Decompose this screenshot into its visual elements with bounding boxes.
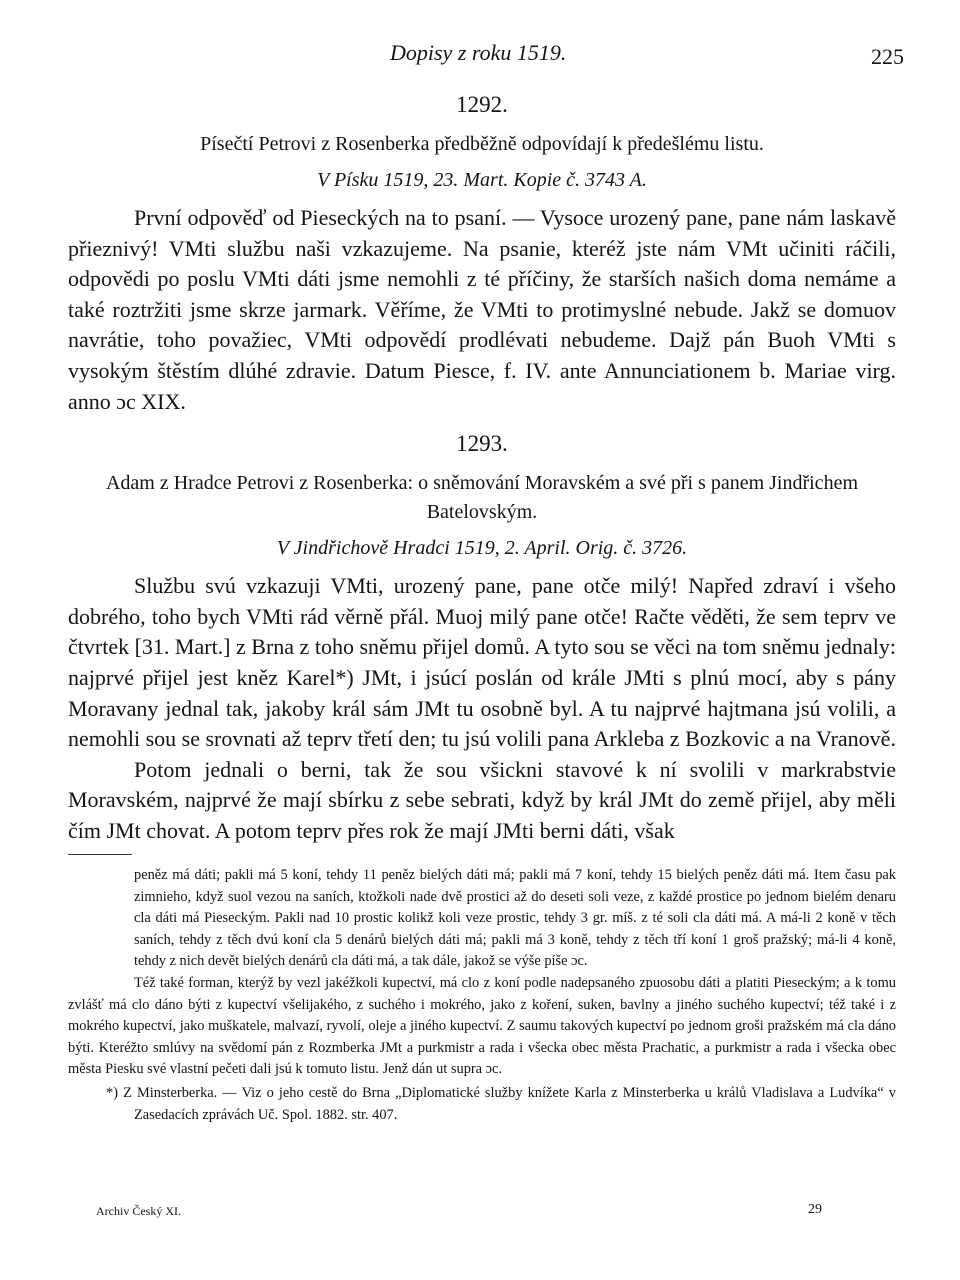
- letter-body: [68, 571, 896, 846]
- notes-divider: [68, 854, 132, 855]
- main-text: [68, 92, 896, 847]
- letter-summary: Adam z Hradce Petrovi z Rosenberka: o sněmování Moravském a své při s panem Jindřichem Batelovským.: [105, 472, 858, 524]
- letter-paragraph: První odpověď od Pieseckých na to psaní. — Vysoce urozený pane, pane nám laskavě přieznivý! VMti službu naši vzkazujeme. Na psanie, kteréž jste nám VMt učiniti ráčili, odpovědi po poslu VMti dáti jsme nemohli z té příčiny, že starších našich doma nemáme a také roztržiti jsme skrze jarmark. Věříme, že VMti to protimyslné nebude. Jakž se domuov navrátie, toho považiec, VMti odpovědí prodlévati nebudeme. Dajž pán Buoh VMti s vysokým štěstím dlúhé zdravie. Datum Piesce, f. IV. ante Annunciationem b. Mariae virg. anno ɔc XIX.: [68, 205, 896, 414]
- page-number: 225: [871, 44, 904, 69]
- notes-section: [68, 854, 896, 1126]
- letter-source: V Jindřichově Hradci 1519, 2. April. Orig. č. 3726.: [276, 537, 688, 560]
- letter-number: 1293.: [456, 431, 508, 457]
- letter-summary: Písečtí Petrovi z Rosenberka předběžně odpovídají k předešlému listu.: [200, 133, 764, 155]
- running-title: Dopisy z roku 1519.: [390, 40, 567, 65]
- sheet-signature: Archiv Český XI.: [96, 1204, 181, 1218]
- letter-source: V Písku 1519, 23. Mart. Kopie č. 3743 A.: [317, 169, 647, 191]
- note-continuation: peněz má dáti; pakli má 5 koní, tehdy 11 peněz bielých dáti má; pakli má 7 koní, tehdy 15 bielých peněz dáti má. Item času pak zimnieho, když suol vezou na saních, ktožkoli nade dvě prostici až do deseti soli veze, z každé prostice po jednom bielém denaru cla dáti má Pieseckým. Pakli nad 10 prostic kolikž koli veze prostic, tehdy 3 gr. míš. z té soli cla dáti má. A má-li 2 koně v těch saních, tehdy z těch dvú koní cla 5 denárů bielých dáti má; pakli má 3 koně, tehdy z těch tří koní 1 groš pražský; má-li 4 koně, tehdy z nich devět bielých denárů cla dáti má, a tak dále, jakož se výše píše ɔc.: [134, 867, 896, 970]
- footnote: *) Z Minsterberka. — Viz o jeho cestě do Brna „Diplomatické služby knížete Karla z Minsterberka u králů Vladislava a Ludvíka“ v Zasedacích zprávách Uč. Spol. 1882. str. 407.: [106, 1084, 896, 1123]
- letter-paragraph: Službu svú vzkazuji VMti, urozený pane, pane otče milý! Napřed zdraví i všeho dobrého, toho bych VMti rád věrně přál. Muoj milý pane otče! Račte věděti, že sem teprv ve čtvrtek [31. Mart.] z Brna z toho sněmu přijel domů. A tyto sou se věci na tom sněmu jednaly: najprvé přijel jest kněz Karel*) JMt, i jsúcí poslán od krále JMti s plnú mocí, aby s pány Moravany jednal tak, jakoby král sám JMt tu osobně byl. A tu najprvé hajtmana jsú volili, a nemohli sou se srovnati až teprv třetí den; tu jsú volili pana Arkleba z Bozkovic a na Vranově.: [68, 573, 896, 752]
- sheet-number: 29: [808, 1202, 822, 1217]
- note-paragraph: Též také forman, kterýž by vezl jakéžkoli kupectví, má clo z koní podle nadepsaného zpuosobu dáti a platiti Pieseckým; a k tomu zvlášť má clo dáno býti z kupectví všelijakého, z suchého i mokrého, jako z koření, suken, bavlny a jiného suchého kupectví; též také i z mokrého kupectví, jako muškatele, malvazí, ryvolí, oleje a jiného kupectví. Z saumu takových kupectví po jednom groši pražském má cla dáno býti. Kteréžto smlúvy na svědomí pán z Rozmberka JMt a purkmistr a rada i všecka obec města Prachatic, a purkmistr a rada i všecka obec města Piesku své vlastní pečeti dali jsú k tomuto listu. Jenž dán ut supra ɔc.: [68, 974, 896, 1078]
- letter-number: 1292.: [456, 92, 508, 117]
- letter-1293: [68, 431, 896, 846]
- letter-1292: [68, 92, 896, 417]
- letter-body: [68, 203, 896, 417]
- letter-paragraph: Potom jednali o berni, tak že sou všickni stavové k ní svolili v markrabstvie Moravském, najprvé že mají sbírku z sebe sebrati, když by král JMt do země přijel, aby měli čím JMt chovat. A potom teprv přes rok že mají JMti berni dáti, však: [68, 756, 896, 843]
